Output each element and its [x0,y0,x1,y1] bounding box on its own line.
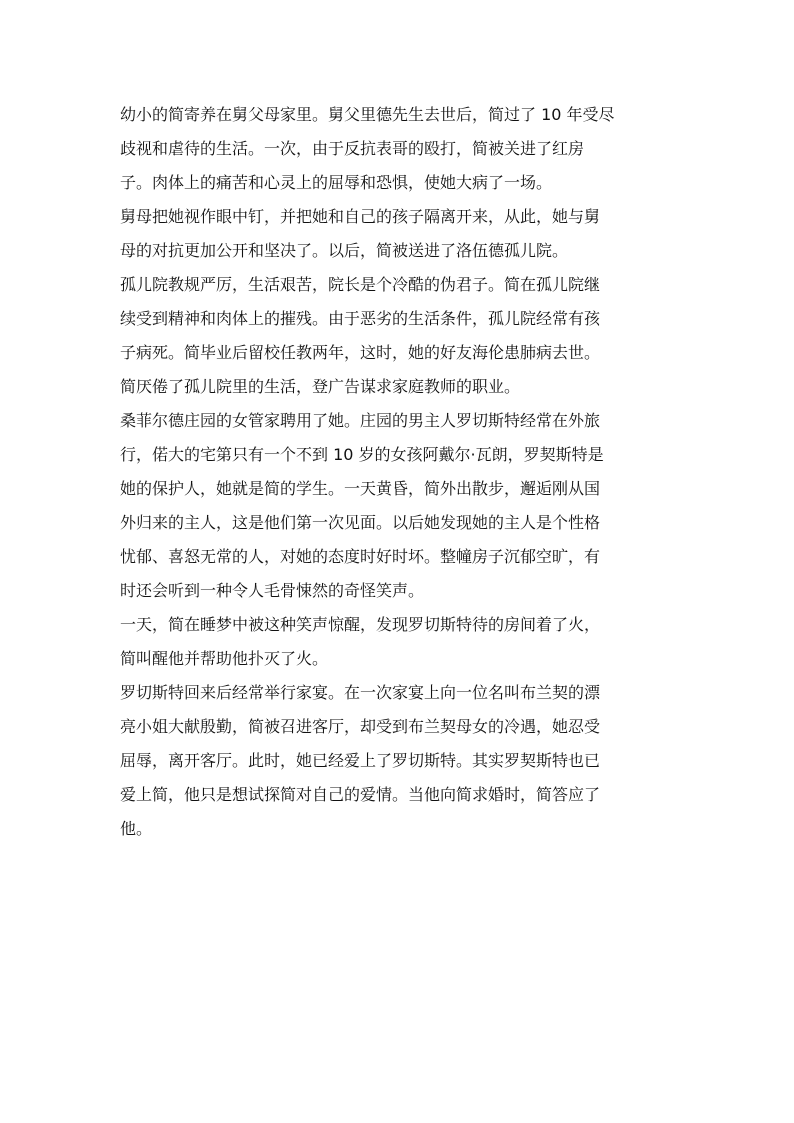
text-line: 外归来的主人，这是他们第一次见面。以后她发现她的主人是个性格 [120,513,601,532]
text-line: 续受到精神和肉体上的摧残。由于恶劣的生活条件，孤儿院经常有孩 [120,309,601,328]
text-line: 简叫醒他并帮助他扑灭了火。 [120,649,329,668]
text-line: 时还会听到一种令人毛骨悚然的奇怪笑声。 [120,581,425,600]
text-line: 子。肉体上的痛苦和心灵上的屈辱和恐惧，使她大病了一场。 [120,173,553,192]
text-line: 母的对抗更加公开和坚决了。以后，简被送进了洛伍德孤儿院。 [120,241,569,260]
text-line: 他。 [120,819,153,838]
text-line: 歧视和虐待的生活。一次，由于反抗表哥的殴打，简被关进了红房 [120,139,585,158]
text-line: 行，偌大的宅第只有一个不到 10 岁的女孩阿戴尔·瓦朗，罗契斯特是 [120,445,604,464]
text-line: 爱上简，他只是想试探简对自己的爱情。当他向简求婚时，简答应了 [120,785,601,804]
text-line: 忧郁、喜怒无常的人，对她的态度时好时坏。整幢房子沉郁空旷，有 [120,547,601,566]
text-line: 子病死。简毕业后留校任教两年，这时，她的好友海伦患肺病去世。 [120,343,601,362]
text-line: 简厌倦了孤儿院里的生活，登广告谋求家庭教师的职业。 [120,377,521,396]
text-line: 她的保护人，她就是简的学生。一天黄昏，简外出散步，邂逅刚从国 [120,479,601,498]
text-line: 罗切斯特回来后经常举行家宴。在一次家宴上向一位名叫布兰契的漂 [120,683,601,702]
text-line: 孤儿院教规严厉，生活艰苦，院长是个冷酷的伪君子。简在孤儿院继 [120,275,601,294]
text-line: 桑菲尔德庄园的女管家聘用了她。庄园的男主人罗切斯特经常在外旅 [120,411,601,430]
text-line: 屈辱，离开客厅。此时，她已经爱上了罗切斯特。其实罗契斯特也已 [120,751,601,770]
text-line: 亮小姐大献殷勤，简被召进客厅，却受到布兰契母女的冷遇，她忍受 [120,717,601,736]
body-text [120,98,680,846]
text-line: 幼小的简寄养在舅父母家里。舅父里德先生去世后，简过了 10 年受尽 [120,105,615,124]
text-line: 舅母把她视作眼中钉，并把她和自己的孩子隔离开来，从此，她与舅 [120,207,601,226]
text-line: 一天，简在睡梦中被这种笑声惊醒，发现罗切斯特待的房间着了火， [120,615,601,634]
